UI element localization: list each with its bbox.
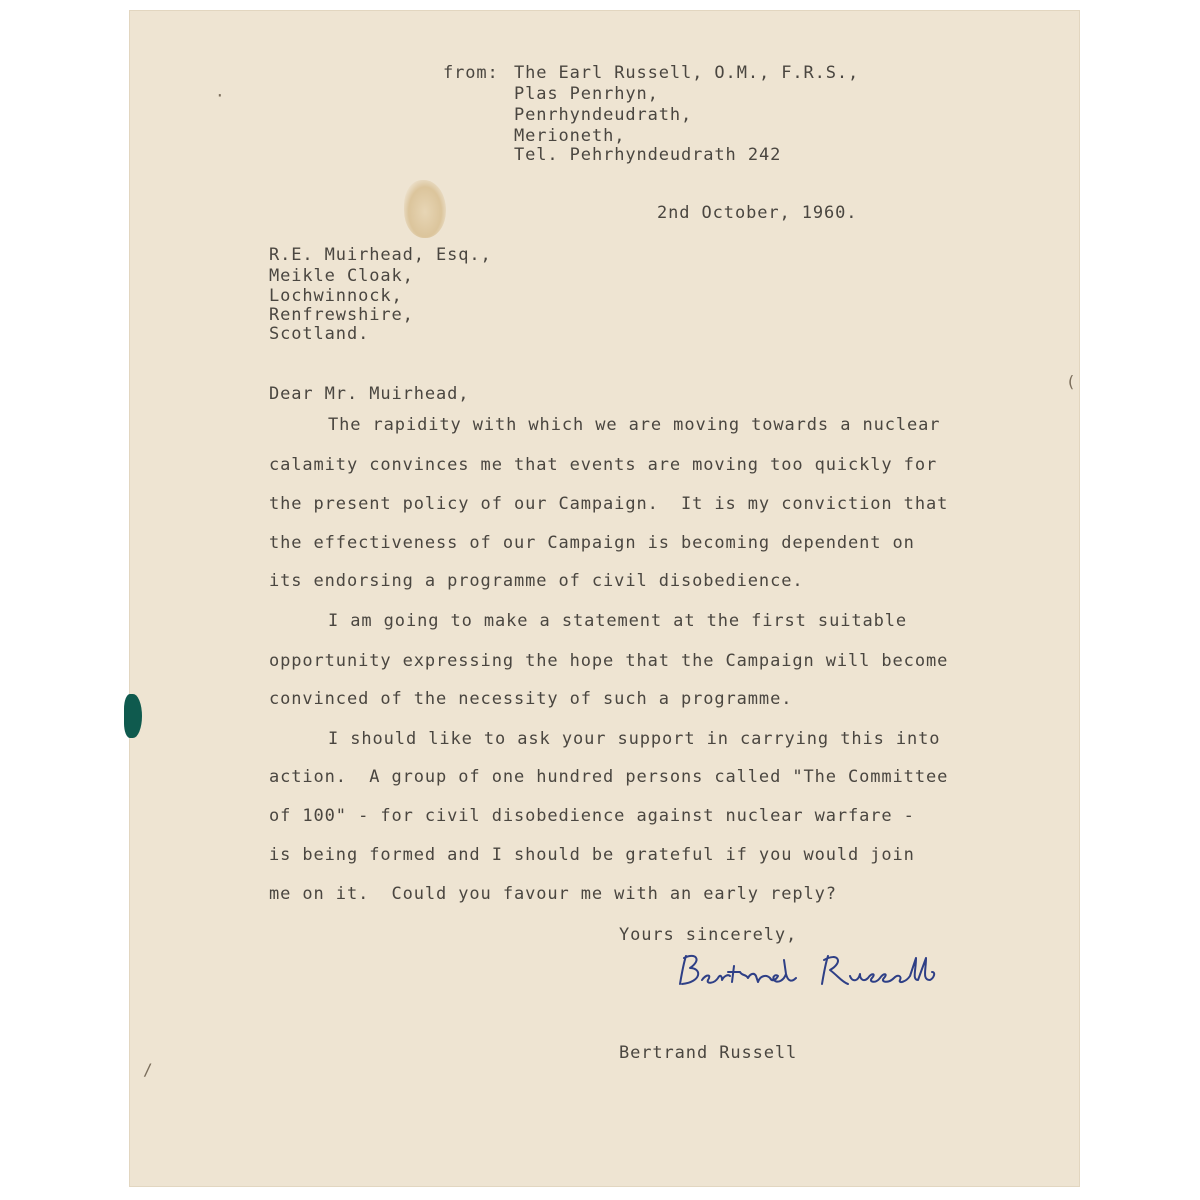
letter-date: 2nd October, 1960. xyxy=(657,203,858,223)
body-line: I should like to ask your support in carrying this into xyxy=(328,729,941,749)
recipient-line-4: Renfrewshire, xyxy=(269,305,414,325)
body-line: calamity convinces me that events are moving too quickly for xyxy=(269,455,938,475)
body-line: the present policy of our Campaign. It is my conviction that xyxy=(269,494,949,514)
body-line: action. A group of one hundred persons called "The Committee xyxy=(269,767,949,787)
body-line: is being formed and I should be grateful if you would join xyxy=(269,845,915,865)
body-line: me on it. Could you favour me with an early reply? xyxy=(269,884,837,904)
recipient-line-1: R.E. Muirhead, Esq., xyxy=(269,245,492,265)
letterhead-line-3: Penrhyndeudrath, xyxy=(514,105,693,125)
body-line: the effectiveness of our Campaign is becoming dependent on xyxy=(269,533,915,553)
body-line: convinced of the necessity of such a programme. xyxy=(269,689,793,709)
letterhead-line-5: Tel. Pehrhyndeudrath 242 xyxy=(514,145,782,165)
body-line: its endorsing a programme of civil disobedience. xyxy=(269,571,804,591)
closing: Yours sincerely, xyxy=(619,925,798,945)
body-line: I am going to make a statement at the first suitable xyxy=(328,611,908,631)
recipient-line-3: Lochwinnock, xyxy=(269,286,403,306)
edge-mark: · xyxy=(215,86,225,105)
ink-blot xyxy=(124,694,142,738)
letterhead-line-4: Merioneth, xyxy=(514,126,626,146)
water-stain xyxy=(404,180,446,238)
body-line: The rapidity with which we are moving towards a nuclear xyxy=(328,415,941,435)
salutation: Dear Mr. Muirhead, xyxy=(269,384,470,404)
typed-signature-name: Bertrand Russell xyxy=(619,1043,798,1063)
letter-paper xyxy=(129,10,1080,1187)
edge-mark: ( xyxy=(1066,372,1076,391)
edge-mark: / xyxy=(143,1060,153,1079)
body-line: of 100" - for civil disobedience against nuclear warfare - xyxy=(269,806,915,826)
letterhead-line-1: The Earl Russell, O.M., F.R.S., xyxy=(514,63,860,83)
handwritten-signature xyxy=(672,950,962,1000)
letterhead-line-2: Plas Penrhyn, xyxy=(514,84,659,104)
body-line: opportunity expressing the hope that the Campaign will become xyxy=(269,651,949,671)
recipient-line-2: Meikle Cloak, xyxy=(269,266,414,286)
from-label: from: xyxy=(443,63,499,83)
recipient-line-5: Scotland. xyxy=(269,324,370,344)
